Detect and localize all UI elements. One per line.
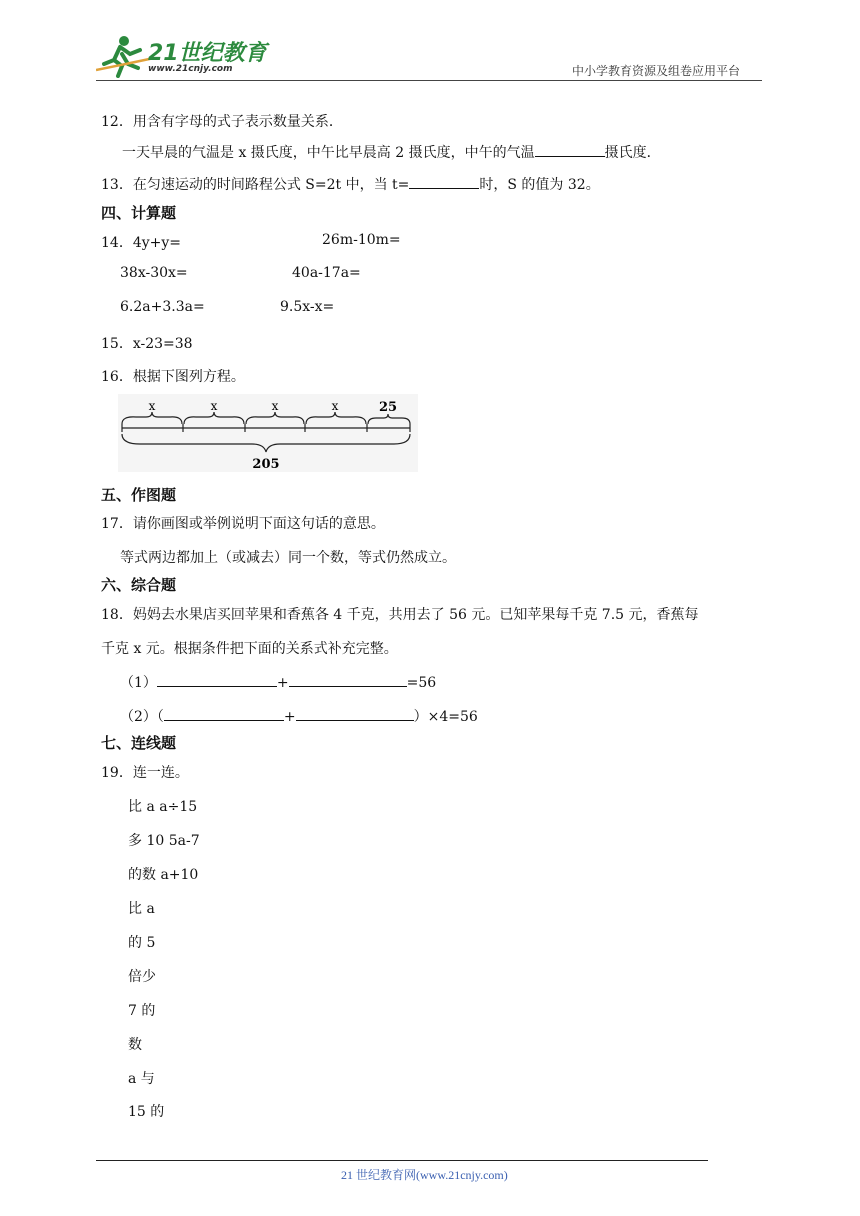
brace-top (246, 412, 304, 424)
segment-label: x (331, 399, 339, 413)
question-text: 请你画图或举例说明下面这句话的意思。 (132, 516, 385, 532)
question-number: 19． (101, 765, 133, 781)
total-label: 205 (252, 457, 280, 472)
expression: 4y+y= (132, 235, 182, 251)
brace-diagram-svg (118, 394, 418, 472)
header-logo (96, 34, 266, 78)
expression: 38x-30x= (120, 265, 188, 281)
header-tagline: 中小学教育资源及组卷应用平台 (572, 64, 741, 78)
matching-item: 倍少 (128, 969, 156, 985)
question-number: 14． (101, 235, 133, 251)
matching-item: 7 的 (128, 1003, 156, 1019)
brace-top (368, 414, 410, 424)
brace-top (122, 412, 182, 424)
equation: x-23=38 (132, 336, 193, 352)
question-number: 15． (101, 336, 133, 352)
header-rule (96, 80, 762, 81)
question-17 (101, 513, 385, 533)
section-heading: 六、综合题 (101, 576, 177, 594)
segment-diagram (118, 394, 418, 472)
equation-end: ）×4=56 (413, 709, 478, 725)
answer-blank[interactable] (157, 672, 277, 687)
matching-item: 的数 a+10 (128, 867, 199, 883)
part-label: （1） (120, 675, 157, 691)
footer-text: 21 世纪教育网(www.21cnjy.com) (341, 1168, 508, 1182)
matching-item: 数 (128, 1037, 142, 1053)
answer-blank[interactable] (535, 142, 605, 157)
matching-item: 15 的 (128, 1104, 165, 1120)
operator: + (276, 675, 289, 691)
matching-item: 多 10 5a-7 (128, 833, 200, 849)
question-text: 妈妈去水果店买回苹果和香蕉各 4 千克，共用去了 56 元。已知苹果每千克 7.5 元，香蕉每 (132, 607, 699, 623)
segment-label: x (210, 399, 218, 413)
expression: 9.5x-x= (280, 299, 335, 315)
runner-logo-icon (96, 34, 156, 78)
segment-label: x (148, 399, 156, 413)
section-heading: 五、作图题 (101, 486, 177, 504)
question-19 (101, 762, 189, 782)
operator: + (283, 709, 296, 725)
brace-top (306, 412, 366, 424)
question-number: 12． (101, 114, 133, 130)
question-text: 一天早晨的气温是 x 摄氏度，中午比早晨高 2 摄氏度，中午的气温 (122, 145, 535, 161)
question-16 (101, 366, 245, 386)
answer-blank[interactable] (296, 706, 414, 721)
matching-item: a 与 (128, 1071, 155, 1087)
segment-label: x (271, 399, 279, 413)
question-stem: 用含有字母的式子表示数量关系． (132, 114, 343, 130)
section-heading: 七、连线题 (101, 734, 177, 752)
question-15 (101, 333, 193, 353)
question-text: 千克 x 元。根据条件把下面的关系式补充完整。 (101, 641, 398, 657)
brace-top (184, 412, 244, 424)
footer-rule (96, 1160, 708, 1161)
expression: 26m-10m= (322, 232, 401, 248)
question-text: 摄氏度． (604, 145, 661, 161)
answer-blank[interactable] (409, 174, 479, 189)
question-number: 18． (101, 607, 133, 623)
question-18-part-1 (120, 672, 436, 692)
question-text: 连一连。 (132, 765, 189, 781)
logo-main-text: 21世纪教育 (148, 41, 267, 66)
matching-item: 比 a (128, 901, 155, 917)
part-label: （2）（ (120, 709, 164, 725)
question-text: 在匀速运动的时间路程公式 S=2t 中，当 t= (132, 177, 410, 193)
question-text: 根据下图列方程。 (132, 369, 245, 385)
brace-bottom (122, 434, 410, 452)
expression: 6.2a+3.3a= (120, 299, 205, 315)
question-number: 16． (101, 369, 133, 385)
section-heading: 四、计算题 (101, 204, 177, 222)
question-12 (101, 111, 343, 131)
answer-blank[interactable] (164, 706, 284, 721)
question-13 (101, 174, 600, 194)
question-12-line (122, 142, 661, 162)
question-text: 时，S 的值为 32。 (479, 177, 600, 193)
question-18 (101, 604, 699, 624)
expression: 40a-17a= (292, 265, 361, 281)
question-18-part-2 (120, 706, 478, 726)
question-14 (101, 232, 181, 252)
equation-end: =56 (406, 675, 437, 691)
logo-url-text: www.21cnjy.com (148, 64, 233, 74)
matching-item: 的 5 (128, 935, 156, 951)
question-number: 13． (101, 177, 133, 193)
answer-blank[interactable] (289, 672, 407, 687)
question-text: 等式两边都加上（或减去）同一个数，等式仍然成立。 (120, 550, 456, 566)
segment-label: 25 (378, 400, 398, 415)
question-number: 17． (101, 516, 133, 532)
matching-item: 比 a a÷15 (128, 799, 198, 815)
